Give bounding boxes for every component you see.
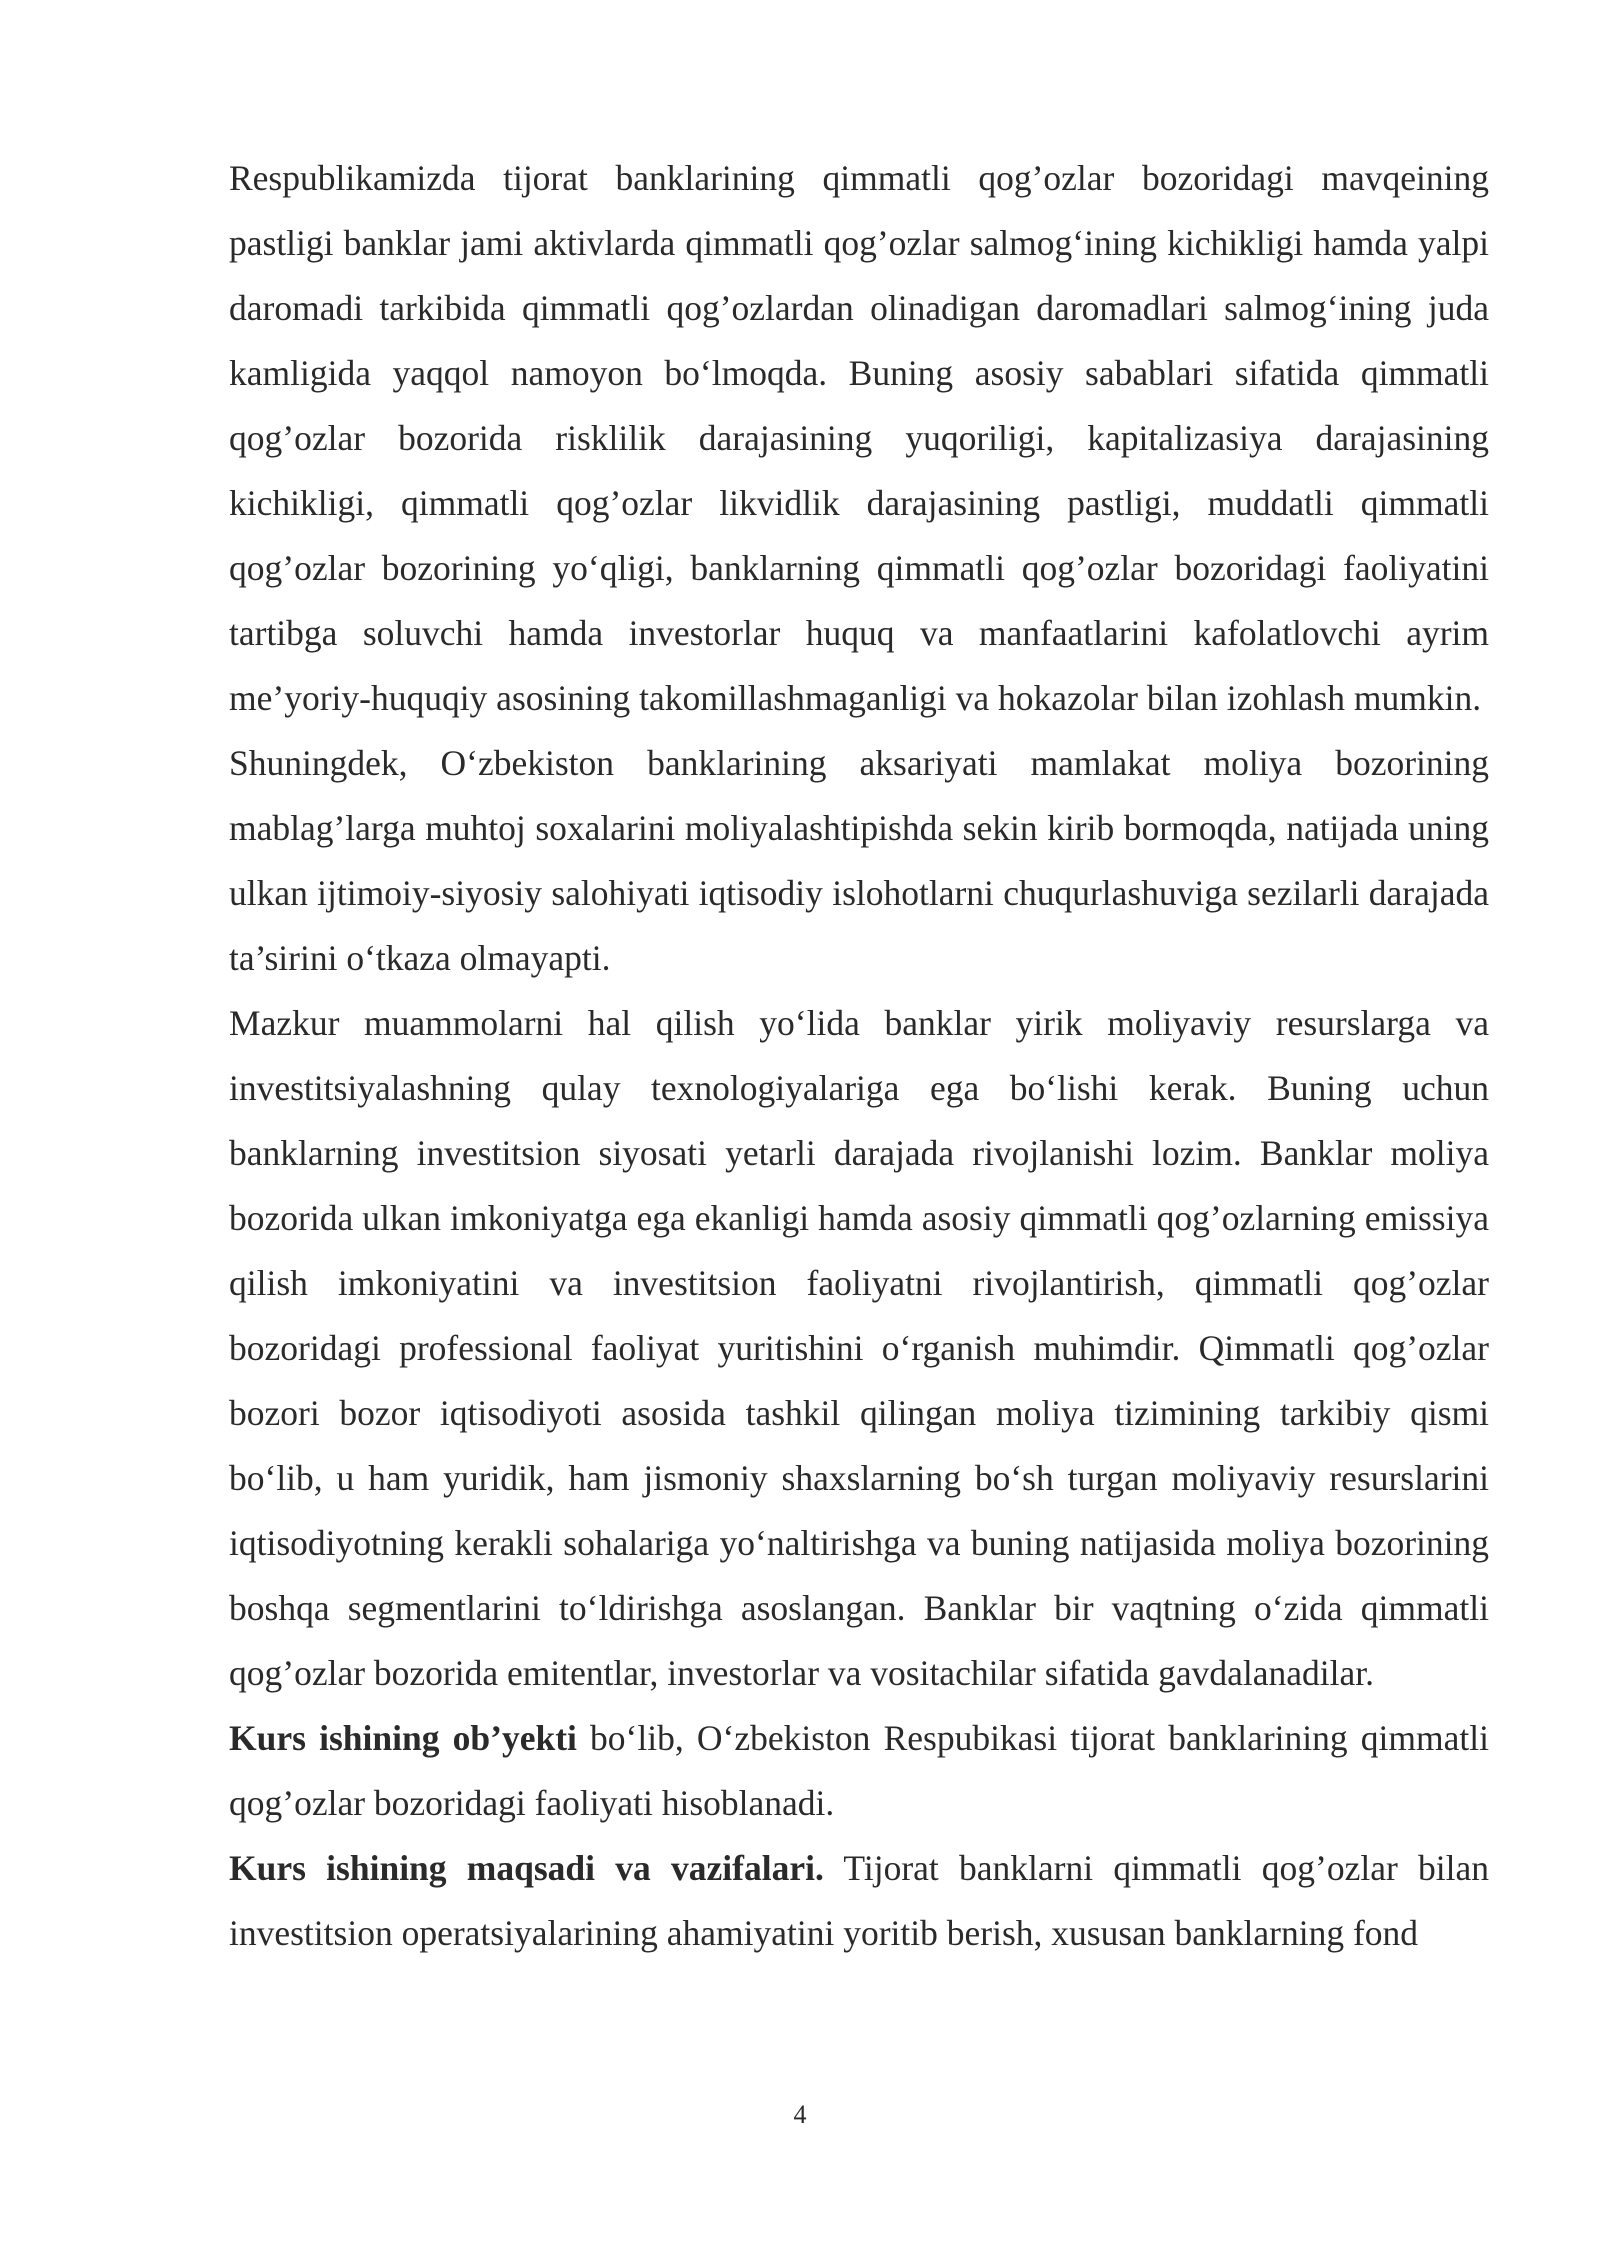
paragraph <box>229 731 1489 991</box>
paragraph-goals <box>229 1836 1489 1966</box>
paragraph <box>229 991 1489 1706</box>
paragraph-text: Mazkur muammolarni hal qilish yo‘lida banklar yirik moliyaviy resurslarga va investitsiyalashning qulay texnologiyalariga ega bo‘lishi kerak. Buning uchun banklarning investitsion siyosati yetarli darajada rivojlanishi lozim. Banklar moliya bozorida ulkan imkoniyatga ega ekanligi hamda asosiy qimmatli qog’ozlarning emissiya qilish imkoniyatini va investitsion faoliyatni rivojlantirish, qimmatli qog’ozlar bozoridagi professional faoliyat yuritishini o‘rganish muhimdir. Qimmatli qog’ozlar bozori bozor iqtisodiyoti asosida tashkil qilingan moliya tizimining tarkibiy qismi bo‘lib, u ham yuridik, ham jismoniy shaxslarning bo‘sh turgan moliyaviy resurslarini iqtisodiyotning kerakli sohalariga yo‘naltirishga va buning natijasida moliya bozorining boshqa segmentlarini to‘ldirishga asoslangan. Banklar bir vaqtning o‘zida qimmatli qog’ozlar bozorida emitentlar, investorlar va vositachilar sifatida gavdalanadilar. <box>229 1003 1489 1693</box>
paragraph-text: Tijorat banklarni qimmatli qog’ozlar bilan investitsion operatsiyalarining ahamiyatini yoritib berish, xususan banklarning fond <box>229 1848 1489 1953</box>
paragraph-object <box>229 1706 1489 1836</box>
page-number: 4 <box>793 2100 807 2129</box>
paragraph-lead-goals: Kurs ishining maqsadi va vazifalari. <box>229 1848 824 1888</box>
body-text <box>229 146 1489 1966</box>
paragraph-text: Shuningdek, O‘zbekiston banklarining aksariyati mamlakat moliya bozorining mablag’larga muhtoj soxalarini moliyalashtipishda sekin kirib bormoqda, natijada uning ulkan ijtimoiy-siyosiy salohiyati iqtisodiy islohotlarni chuqurlashuviga sezilarli darajada ta’sirini o‘tkaza olmayapti. <box>229 743 1489 978</box>
paragraph-text: Respublikamizda tijorat banklarining qimmatli qog’ozlar bozoridagi mavqeining pastligi banklar jami aktivlarda qimmatli qog’ozlar salmog‘ining kichikligi hamda yalpi daromadi tarkibida qimmatli qog’ozlardan olinadigan daromadlari salmog‘ining juda kamligida yaqqol namoyon bo‘lmoqda. Buning asosiy sabablari sifatida qimmatli qog’ozlar bozorida risklilik darajasining yuqoriligi, kapitalizasiya darajasining kichikligi, qimmatli qog’ozlar likvidlik darajasining pastligi, muddatli qimmatli qog’ozlar bozorining yo‘qligi, banklarning qimmatli qog’ozlar bozoridagi faoliyatini tartibga soluvchi hamda investorlar huquq va manfaatlarini kafolatlovchi ayrim me’yoriy-huquqiy asosining takomillashmaganligi va hokazolar bilan izohlash mumkin. <box>229 158 1489 718</box>
paragraph <box>229 146 1489 731</box>
paragraph-lead-object: Kurs ishining ob’yekti <box>229 1718 577 1758</box>
paragraph-text: bo‘lib, O‘zbekiston Respubikasi tijorat banklarining qimmatli qog’ozlar bozoridagi faoliyati hisoblanadi. <box>229 1718 1489 1823</box>
